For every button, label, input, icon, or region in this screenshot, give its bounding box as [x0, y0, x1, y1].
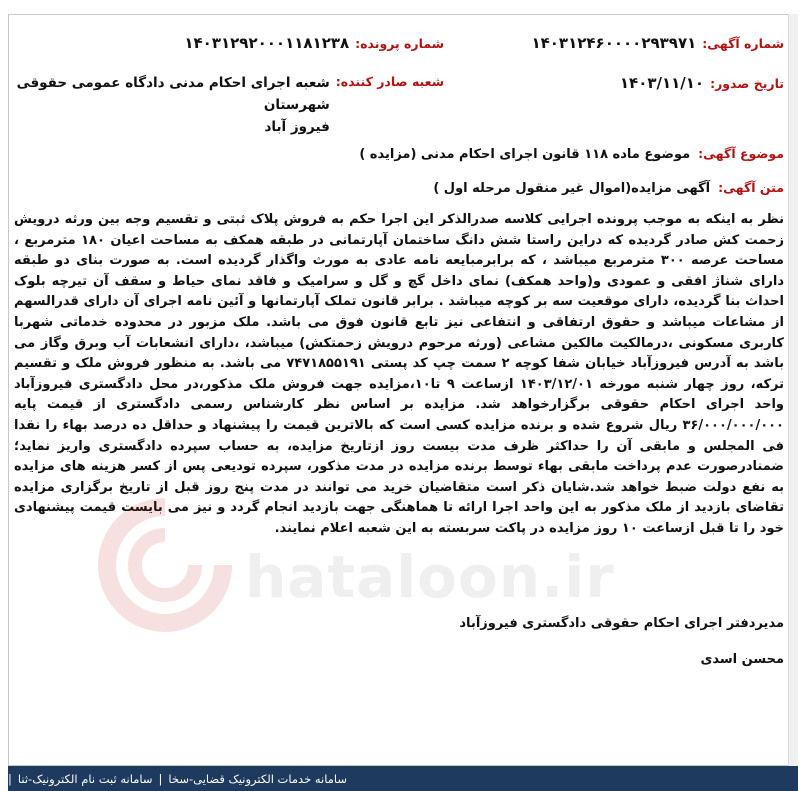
signature-office: مدیردفتر اجرای احکام حقوقی دادگستری فیروزآباد — [459, 616, 784, 631]
issue-date-label: تاریخ صدور: — [710, 76, 784, 91]
vertical-scrollbar[interactable] — [788, 14, 798, 766]
footer-bar — [8, 766, 798, 791]
issuer-line2: فیروز آباد — [264, 119, 330, 135]
notice-body-paragraph: نظر به اینکه به موجب پرونده اجرایی کلاسه صدرالذکر این اجرا حکم به فروش پلاک ثبتی و تقسیم وجه بین ورثه درویش زحمت کش صادر گردیده که دراین راستا شش دانگ ساختمان آپارتمانی در طبقه همکف به مساحت اعیان ۱۸۰ مترمربع ، مساحت عرصه ۳۰۰ مترمربع میباشد ، که برابرمبایعه نامه عادی به مورث واگذار گردیده است. به صورت بنای دو طبقه دارای شناژ افقی و عمودی و(واحد همکف) نمای داخل گچ و گل و سرامیک و فاقد نمای حیاط و سقف آن تیرچه بلوک احداث بنا گردیده، دارای موقعیت سه بر کوچه میباشد . برابر قانون تملک آپارتمانها و آئین نامه اجرای آن دارای قدرالسهم از مشاعات میباشد و حقوق ارتفاقی و انتفاعی نیز تابع قانون فوق می باشد. ملک مزبور در محدوده خدماتی شهربا کاربری مسکونی ،درمالکیت مالکین مشاعی (ورثه مرحوم درویش زحمتکش) میباشد، ،دارای انشعابات آب وبرق وگاز می باشد به آدرس فیروزآباد خیابان شفا کوچه ۲ سمت چپ کد پستی ۷۴۷۱۸۵۵۱۹۱ می باشد. به منظور فروش ملک و تقسیم ترکه، روز چهار شنبه مورخه ۱۴۰۳/۱۲/۰۱ ازساعت ۹ تا۱۰،مزایده جهت فروش ملک مذکور،در محل دادگستری فیروزآباد واحد اجرای احکام حقوقی برگزارخواهد شد. مزایده بر اساس نظر کارشناس رسمی دادگستری از قیمت پایه ۳۶/۰۰۰/۰۰۰/۰۰۰ ریال شروع شده و برنده مزایده کسی است که بالاترین قیمت را پیشنهاد و حداقل ده درصد بهاء را نقدا فی المجلس و مابقی آن را حداکثر ظرف مدت بیست روز ازتاریخ مزایده، به حساب سپرده دادگستری واریز نماید؛ ضمنادرصورت عدم پرداخت مابقی بهاء توسط برنده مزایده در مدت مذکور، سپرده تودیعی پس از کسر هزینه های مزایده به نفع دولت ضبط خواهد شد.شایان ذکر است متقاضیان خرید می توانند در مدت پنج روز قبل از تاریخ برگزاری مزایده تقاضای بازدید از ملک مذکور به این واحد اجرا ارائه تا هماهنگی جهت بازدید انجام گردد و نیز می بایست قیمت پیشنهادی خود را تا قبل ازساعت ۱۰ روز مزایده در پاکت سربسته به این شعبه اعلام نمایند. — [14, 212, 784, 536]
issuer-row — [14, 72, 444, 138]
issue-date-value: ۱۴۰۳/۱۱/۱۰ — [619, 74, 705, 92]
text-label: متن آگهی: — [718, 180, 784, 195]
issuer-label: شعبه صادر کننده: — [335, 74, 444, 89]
footer-link-sana[interactable]: سامانه ثبت نام الکترونیک-ثنا — [17, 771, 153, 786]
ad-number-label: شماره آگهی: — [702, 36, 784, 51]
footer-separator: | — [158, 771, 163, 786]
ad-number-value: ۱۴۰۳۱۲۴۶۰۰۰۰۲۹۳۹۷۱ — [531, 34, 697, 52]
footer-link-sakha[interactable]: سامانه خدمات الکترونیک قضایی-سخا — [168, 771, 348, 786]
ad-number-row — [531, 34, 784, 52]
footer-separator-end: | — [8, 771, 12, 786]
case-number-row — [14, 34, 444, 52]
subject-value: موضوع ماده ۱۱۸ قانون اجرای احکام مدنی (مزایده ) — [359, 147, 691, 162]
signature-name: محسن اسدی — [700, 652, 784, 667]
case-number-label: شماره پرونده: — [355, 36, 444, 51]
case-number-value: ۱۴۰۳۱۲۹۲۰۰۰۱۱۸۱۲۳۸ — [184, 34, 350, 52]
issue-date-row — [544, 74, 784, 92]
subject-label: موضوع آگهی: — [698, 146, 784, 161]
issuer-line1: شعبه اجرای احکام مدنی دادگاه عمومی حقوقی شهرستان — [16, 75, 330, 113]
text-title-row — [14, 180, 784, 196]
text-title: آگهی مزایده(اموال غیر منقول مرحله اول ) — [433, 181, 711, 196]
subject-row — [14, 146, 784, 162]
